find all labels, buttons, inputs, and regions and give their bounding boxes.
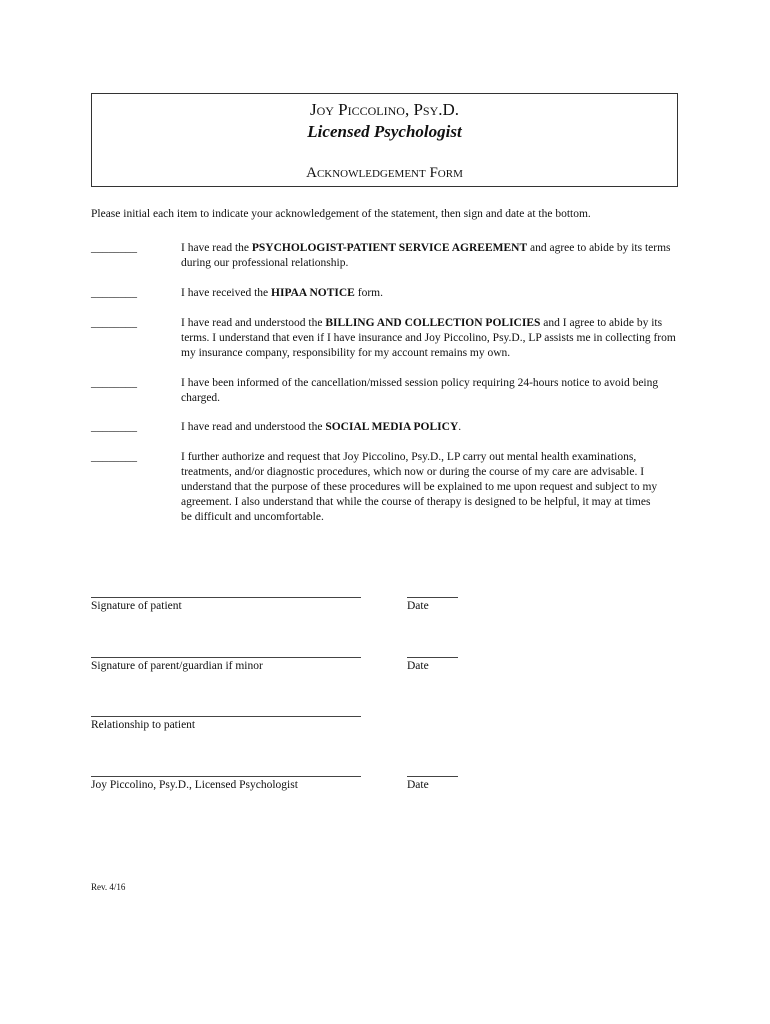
initial-blank[interactable]: ________ xyxy=(91,242,137,254)
relationship-line[interactable] xyxy=(91,716,361,717)
patient-signature-label: Signature of patient xyxy=(91,600,182,612)
ack-item-text: I have read the PSYCHOLOGIST-PATIENT SERVICE AGREEMENT and agree to abide by its terms during our professional relationship. xyxy=(181,242,671,269)
initial-blank[interactable]: ________ xyxy=(91,377,137,389)
ack-item-text: I further authorize and request that Joy Piccolino, Psy.D., LP carry out mental health examinations, treatments, and/or diagnostic procedures, which now or during the course of my care are advisable. I understand that the purpose of these procedures will be explained to me upon request and subject to my agreement. I also understand that while the course of therapy is designed to be helpful, it may at times be difficult and uncomfortable. xyxy=(181,451,658,523)
ack-item-text: I have received the HIPAA NOTICE form. xyxy=(181,287,383,299)
psychologist-signature-label: Joy Piccolino, Psy.D., Licensed Psychologist xyxy=(91,779,298,791)
form-title: Acknowledgement Form xyxy=(306,165,463,181)
patient-date-label: Date xyxy=(407,600,429,612)
patient-date-line[interactable] xyxy=(407,597,458,598)
ack-item-text: I have read and understood the BILLING AND COLLECTION POLICIES and I agree to abide by its terms. I understand that even if I have insurance and Joy Piccolino, Psy.D., LP assists me in collecting from my insurance company, responsibility for my account remains my own. xyxy=(181,317,676,359)
psychologist-signature-line[interactable] xyxy=(91,776,361,777)
patient-signature-line[interactable] xyxy=(91,597,361,598)
guardian-date-line[interactable] xyxy=(407,657,458,658)
practitioner-title: Licensed Psychologist xyxy=(307,122,462,141)
initial-blank[interactable]: ________ xyxy=(91,451,137,463)
psychologist-date-label: Date xyxy=(407,779,429,791)
guardian-signature-line[interactable] xyxy=(91,657,361,658)
psychologist-date-line[interactable] xyxy=(407,776,458,777)
initial-blank[interactable]: ________ xyxy=(91,421,137,433)
initial-blank[interactable]: ________ xyxy=(91,317,137,329)
guardian-date-label: Date xyxy=(407,660,429,672)
ack-item-text: I have been informed of the cancellation/missed session policy requiring 24-hours notice to avoid being charged. xyxy=(181,377,659,404)
guardian-signature-label: Signature of parent/guardian if minor xyxy=(91,660,263,672)
ack-item-text: I have read and understood the SOCIAL MEDIA POLICY. xyxy=(181,421,462,433)
practitioner-name: Joy Piccolino, Psy.D. xyxy=(309,100,460,119)
letterhead-box xyxy=(91,93,678,187)
initial-blank[interactable]: ________ xyxy=(91,287,137,299)
relationship-label: Relationship to patient xyxy=(91,719,196,731)
instructions-text: Please initial each item to indicate your acknowledgement of the statement, then sign and date at the bottom. xyxy=(91,208,591,220)
revision-note: Rev. 4/16 xyxy=(91,882,126,892)
